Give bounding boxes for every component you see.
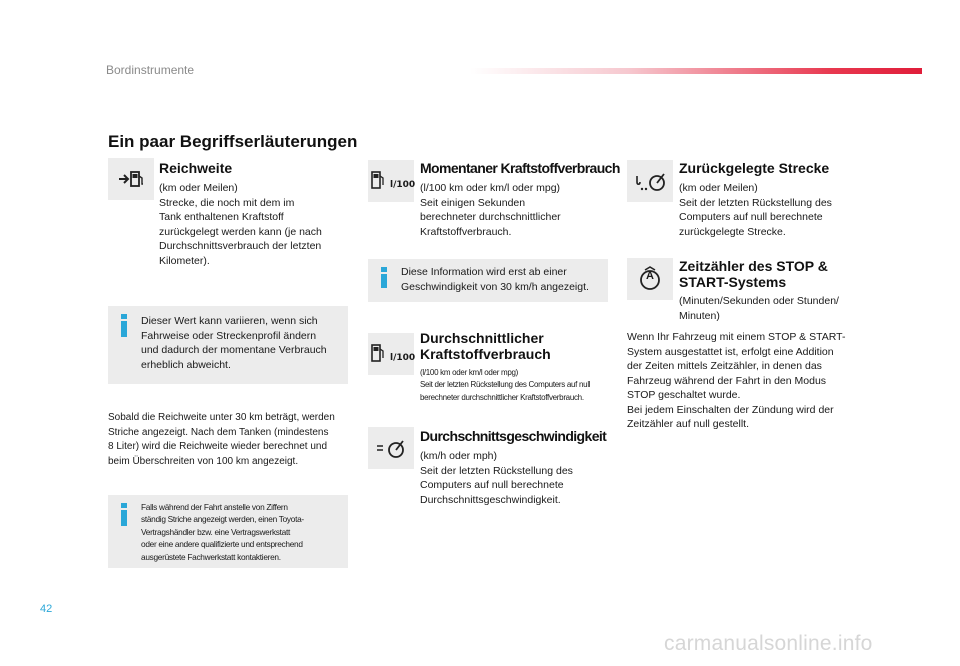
dashes-paragraph: Sobald die Reichweite unter 30 km beträgt, werden Striche angezeigt. Nach dem Tanken (mindestens 8 Liter) wird die Reichweite wieder berechnet und beim Überschreiten von 100 km angezeigt. — [108, 412, 335, 467]
range-description: (km oder Meilen) Strecke, die noch mit dem im Tank enthaltenen Kraftstoff zurückgelegt werden kann (je nach Durchschnittsverbrauch der letzten Kilometer). — [159, 182, 322, 267]
info-speed-threshold-text: Diese Information wird erst ab einer Geschwindigkeit von 30 km/h angezeigt. — [401, 266, 589, 293]
instant-consumption-icon-box — [368, 160, 414, 202]
watermark: carmanualsonline.info — [664, 632, 873, 655]
average-speed-icon-box — [368, 427, 414, 469]
running-header: Bordinstrumente — [106, 63, 195, 77]
stop-start-paragraph: Wenn Ihr Fahrzeug mit einem STOP & START- System ausgestattet ist, erfolgt eine Addition der Zeiten mittels Zeitzähler, in denen das Fahrzeug während der Fahrt in den Modus STOP geschaltet wurde. Bei jedem Einschalten der Zündung wird der Zeitzähler auf null gestellt. — [627, 331, 846, 430]
average-consumption-icon-box — [368, 333, 414, 375]
page-number: 42 — [40, 603, 53, 615]
average-consumption-title: Durchschnittlicher Kraftstoffverbrauch — [420, 330, 551, 362]
instant-consumption-description: (l/100 km oder km/l oder mpg) Seit einigen Sekunden berechneter durchschnittlicher Kraftstoffverbrauch. — [420, 182, 561, 238]
fuel-range-icon — [116, 168, 146, 190]
info-dealer-text: Falls während der Fahrt anstelle von Ziffern ständig Striche angezeigt werden, einen Toyota- Vertragshändler bzw. eine Vertragswerkstatt oder eine andere qualifizierte und entsprechend ausgerüstete Fachwerkstatt kontaktieren. — [141, 502, 304, 562]
average-consumption-description: (l/100 km oder km/l oder mpg) Seit der letzten Rückstellung des Computers auf null berechneter durchschnittlicher Kraftstoffverbrauch. — [420, 368, 591, 402]
info-box-dealer — [108, 495, 348, 568]
info-icon — [120, 503, 128, 526]
info-box-variation — [108, 306, 348, 384]
speedometer-icon — [374, 435, 408, 461]
range-title: Reichweite — [159, 160, 233, 176]
distance-description: (km oder Meilen) Seit der letzten Rückstellung des Computers auf null berechnete zurückgelegte Strecke. — [679, 182, 832, 238]
header-accent-bar — [470, 68, 922, 74]
average-speed-description: (km/h oder mph) Seit der letzten Rückstellung des Computers auf null berechnete Durchschnittsgeschwindigkeit. — [420, 450, 573, 506]
distance-travelled-icon — [632, 168, 668, 194]
l100-label: l/100 — [390, 353, 416, 363]
info-icon — [380, 267, 388, 288]
distance-title: Zurückgelegte Strecke — [679, 160, 830, 176]
stop-start-title: Zeitzähler des STOP & START-Systems — [679, 258, 828, 290]
average-speed-title: Durchschnittsgeschwindigkeit — [420, 428, 607, 444]
range-icon-box — [108, 158, 154, 200]
stop-start-letter: A — [646, 270, 654, 282]
distance-icon-box — [627, 160, 673, 202]
info-variation-text: Dieser Wert kann variieren, wenn sich Fahrweise oder Streckenprofil ändern und dadurch der momentane Verbrauch erheblich abweicht. — [141, 315, 327, 371]
instant-consumption-title: Momentaner Kraftstoffverbrauch — [420, 160, 620, 176]
page-title: Ein paar Begriffserläuterungen — [108, 132, 358, 151]
info-box-speed-threshold — [368, 259, 608, 302]
stop-start-units: (Minuten/Sekunden oder Stunden/ Minuten) — [679, 295, 839, 322]
info-icon — [120, 314, 128, 337]
l100-label: l/100 — [390, 180, 416, 190]
stop-start-icon-box — [627, 258, 673, 300]
